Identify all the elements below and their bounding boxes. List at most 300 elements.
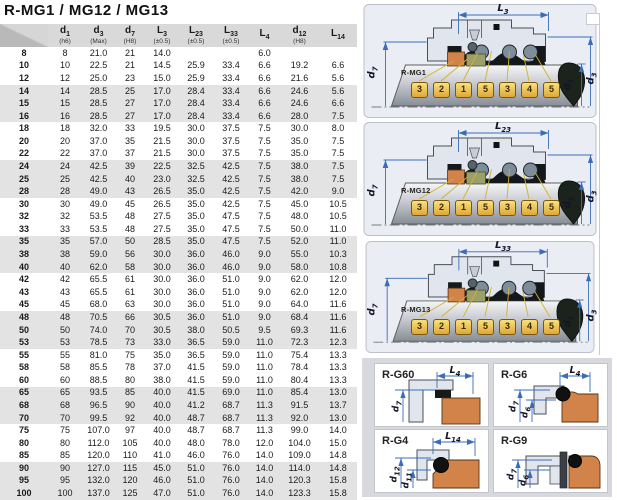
value-cell: 40.0 <box>153 437 171 448</box>
value-cell: 58 <box>59 362 70 373</box>
value-cell: 35.0 <box>187 236 205 247</box>
value-cell: 36.0 <box>187 274 205 285</box>
size-cell: 33 <box>18 223 29 234</box>
callout-badge: 3 <box>411 319 428 335</box>
value-cell: 37.0 <box>89 148 108 159</box>
col-header-L4: $L_4$ <box>259 28 270 41</box>
value-cell: 11.0 <box>329 223 347 234</box>
dim-label-d7: $d_7$ <box>366 184 380 197</box>
value-cell: 78.5 <box>89 337 108 348</box>
value-cell: 51.0 <box>187 488 205 499</box>
value-cell: 45 <box>124 198 135 209</box>
callout-badge: 5 <box>543 200 560 216</box>
value-cell: 14 <box>59 85 70 96</box>
value-cell: 30.5 <box>153 311 171 322</box>
value-cell: 100 <box>57 488 73 499</box>
value-cell: 28.4 <box>187 110 205 121</box>
value-cell: 48.0 <box>187 437 205 448</box>
diagram-r-mg13 <box>363 241 597 353</box>
value-cell: 85.5 <box>89 362 108 373</box>
value-cell: 35.0 <box>187 198 205 209</box>
value-cell: 51.0 <box>187 475 205 486</box>
value-cell: 22.5 <box>89 60 108 71</box>
value-cell: 30.0 <box>153 299 171 310</box>
value-cell: 13.3 <box>329 362 347 373</box>
value-cell: 65.5 <box>89 274 108 285</box>
value-cell: 9.0 <box>258 249 271 260</box>
value-cell: 13.0 <box>329 387 347 398</box>
dim-label-L33: $L_{33}$ <box>494 240 512 253</box>
value-cell: 33.4 <box>222 110 240 121</box>
size-cell: 53 <box>18 337 29 348</box>
callout-badge: 3 <box>499 200 516 216</box>
size-cell: 45 <box>18 299 29 310</box>
value-cell: 42.0 <box>290 186 309 197</box>
value-cell: 70 <box>124 324 135 335</box>
value-cell: 21.5 <box>153 148 171 159</box>
value-cell: 37.5 <box>222 135 240 146</box>
value-cell: 97 <box>124 425 135 436</box>
value-cell: 28.4 <box>187 98 205 109</box>
value-cell: 38.0 <box>187 324 205 335</box>
value-cell: 27 <box>124 98 135 109</box>
table-row <box>0 412 357 425</box>
size-cell: 48 <box>18 311 29 322</box>
value-cell: 24.6 <box>290 98 309 109</box>
value-cell: 35 <box>124 135 135 146</box>
value-cell: 40.0 <box>153 387 171 398</box>
value-cell: 43 <box>59 286 70 297</box>
value-cell: 8.0 <box>331 123 345 134</box>
value-cell: 32.0 <box>89 123 108 134</box>
value-cell: 62.0 <box>290 274 309 285</box>
value-cell: 73 <box>124 337 135 348</box>
size-cell: 32 <box>18 211 29 222</box>
size-cell: 85 <box>18 450 29 461</box>
value-cell: 65 <box>59 387 70 398</box>
value-cell: 33 <box>124 123 135 134</box>
table-row <box>0 450 357 463</box>
table-row <box>0 122 357 135</box>
value-cell: 50.5 <box>222 324 240 335</box>
value-cell: 41.0 <box>153 450 171 461</box>
value-cell: 45.0 <box>153 462 171 473</box>
value-cell: 68.7 <box>222 412 240 423</box>
value-cell: 22 <box>59 148 70 159</box>
value-cell: 7.5 <box>258 173 271 184</box>
callout-badge: 4 <box>521 200 538 216</box>
value-cell: 35 <box>59 236 70 247</box>
value-cell: 30 <box>59 198 70 209</box>
col-header-L33: $L_{33}$ (±0.5) <box>222 24 240 45</box>
value-cell: 40.0 <box>153 399 171 410</box>
value-cell: 9.0 <box>258 299 271 310</box>
value-cell: 13.3 <box>329 349 347 360</box>
value-cell: 11.6 <box>329 324 347 335</box>
table-row <box>0 248 357 261</box>
table-row <box>0 47 357 60</box>
value-cell: 63 <box>124 299 135 310</box>
size-cell: 65 <box>18 387 29 398</box>
value-cell: 7.5 <box>258 186 271 197</box>
value-cell: 7.5 <box>258 148 271 159</box>
value-cell: 33 <box>59 223 70 234</box>
value-cell: 30.0 <box>290 123 309 134</box>
value-cell: 47.0 <box>153 488 171 499</box>
value-cell: 10 <box>59 60 70 71</box>
value-cell: 13.3 <box>329 374 347 385</box>
size-cell: 60 <box>18 374 29 385</box>
value-cell: 46.0 <box>222 249 240 260</box>
dim-label-d1: $d_1$ <box>562 315 576 328</box>
value-cell: 59.0 <box>222 337 240 348</box>
value-cell: 68.7 <box>222 425 240 436</box>
value-cell: 68.7 <box>222 399 240 410</box>
value-cell: 28.5 <box>153 236 171 247</box>
value-cell: 68.4 <box>290 311 309 322</box>
value-cell: 76.0 <box>222 462 240 473</box>
page-edge-line <box>599 13 600 355</box>
dim-label-d3: $d_3$ <box>585 190 599 203</box>
value-cell: 48 <box>59 311 70 322</box>
callout-badge: 1 <box>455 82 472 98</box>
value-cell: 7.5 <box>258 223 271 234</box>
size-cell: 38 <box>18 249 29 260</box>
value-cell: 45.0 <box>290 198 309 209</box>
page-edge-notch <box>586 13 600 25</box>
diagram-r-g60 <box>374 363 489 427</box>
value-cell: 14.0 <box>255 462 274 473</box>
value-cell: 11.0 <box>256 362 273 373</box>
seal-model-label: R-MG13 <box>401 305 431 314</box>
value-cell: 75.4 <box>290 349 309 360</box>
value-cell: 51.0 <box>187 462 205 473</box>
value-cell: 51.0 <box>222 311 240 322</box>
dim-label-L14: $L_{14}$ <box>445 431 461 444</box>
value-cell: 42 <box>59 274 70 285</box>
value-cell: 76.0 <box>222 488 240 499</box>
value-cell: 9.5 <box>258 324 271 335</box>
value-cell: 33.0 <box>153 337 171 348</box>
callout-badge: 5 <box>477 319 494 335</box>
value-cell: 21.6 <box>290 72 309 83</box>
value-cell: 43 <box>124 186 135 197</box>
value-cell: 41.5 <box>187 374 205 385</box>
value-cell: 15.0 <box>329 437 347 448</box>
dim-label-d11: $d_{11}$ <box>401 472 414 489</box>
seat-model-label: R-G4 <box>382 435 409 447</box>
seat-model-label: R-G6 <box>501 369 528 381</box>
seal-model-label: R-MG12 <box>401 186 431 195</box>
value-cell: 38.0 <box>290 173 309 184</box>
table-row <box>0 110 357 123</box>
value-cell: 28.5 <box>89 110 108 121</box>
value-cell: 99.5 <box>89 412 108 423</box>
value-cell: 13.7 <box>329 399 347 410</box>
dim-label-d6: $d_6$ <box>518 474 531 487</box>
value-cell: 47.5 <box>222 211 240 222</box>
value-cell: 64.0 <box>290 299 309 310</box>
value-cell: 36.5 <box>187 349 205 360</box>
value-cell: 36.0 <box>187 299 205 310</box>
value-cell: 22.5 <box>153 160 171 171</box>
value-cell: 42.5 <box>222 198 240 209</box>
value-cell: 76.0 <box>222 450 240 461</box>
value-cell: 80 <box>124 374 135 385</box>
callout-badge: 3 <box>411 200 428 216</box>
value-cell: 85 <box>124 387 135 398</box>
col-header-size <box>0 24 48 47</box>
seat-model-label: R-G9 <box>501 435 528 447</box>
value-cell: 7.5 <box>258 198 271 209</box>
value-cell: 25.0 <box>89 72 108 83</box>
value-cell: 15.0 <box>153 72 171 83</box>
value-cell: 10.8 <box>329 261 347 272</box>
table-row <box>0 336 357 349</box>
value-cell: 20 <box>59 135 70 146</box>
value-cell: 11.6 <box>329 299 347 310</box>
value-cell: 55 <box>59 349 70 360</box>
value-cell: 7.5 <box>258 123 271 134</box>
value-cell: 11.6 <box>329 311 347 322</box>
value-cell: 7.5 <box>258 160 271 171</box>
value-cell: 25 <box>124 85 135 96</box>
table-row <box>0 349 357 362</box>
size-cell: 25 <box>18 173 29 184</box>
value-cell: 6.6 <box>258 98 271 109</box>
col-header-d1: $d_1$ (h6) <box>59 24 71 45</box>
value-cell: 36.0 <box>187 311 205 322</box>
value-cell: 32.5 <box>187 173 205 184</box>
value-cell: 110 <box>122 450 138 461</box>
value-cell: 11.0 <box>256 387 273 398</box>
value-cell: 40.0 <box>153 412 171 423</box>
value-cell: 78.4 <box>290 362 309 373</box>
value-cell: 40 <box>59 261 70 272</box>
value-cell: 7.5 <box>331 135 345 146</box>
value-cell: 7.5 <box>258 211 271 222</box>
value-cell: 59.0 <box>222 349 240 360</box>
table-row <box>0 148 357 161</box>
value-cell: 6.6 <box>331 98 345 109</box>
value-cell: 69.0 <box>222 387 240 398</box>
size-cell: 24 <box>18 160 29 171</box>
dim-label-d1: $d_1$ <box>562 196 576 209</box>
value-cell: 115 <box>122 462 138 473</box>
value-cell: 57.0 <box>89 236 108 247</box>
value-cell: 27 <box>124 110 135 121</box>
value-cell: 51.0 <box>222 299 240 310</box>
diagram-r-mg12 <box>363 122 597 236</box>
size-cell: 75 <box>18 425 29 436</box>
callout-badge: 5 <box>477 200 494 216</box>
size-cell: 90 <box>18 462 29 473</box>
size-cell: 35 <box>18 236 29 247</box>
value-cell: 60 <box>59 374 70 385</box>
value-cell: 107.0 <box>87 425 110 436</box>
value-cell: 28.5 <box>89 98 108 109</box>
value-cell: 16 <box>59 110 70 121</box>
value-cell: 48 <box>124 223 135 234</box>
value-cell: 6.6 <box>258 72 271 83</box>
value-cell: 33.4 <box>222 85 240 96</box>
value-cell: 7.5 <box>258 236 271 247</box>
value-cell: 10.5 <box>329 211 347 222</box>
value-cell: 37.5 <box>222 148 240 159</box>
callout-badge: 5 <box>477 82 494 98</box>
value-cell: 35.0 <box>187 223 205 234</box>
value-cell: 32 <box>59 211 70 222</box>
value-cell: 42.5 <box>222 173 240 184</box>
callout-badge: 5 <box>543 319 560 335</box>
value-cell: 42.5 <box>222 160 240 171</box>
value-cell: 92 <box>124 412 135 423</box>
value-cell: 7.5 <box>331 173 345 184</box>
table-row <box>0 223 357 236</box>
value-cell <box>319 47 357 60</box>
value-cell: 132.0 <box>87 475 110 486</box>
value-cell: 42.5 <box>222 186 240 197</box>
table-row <box>0 399 357 412</box>
value-cell: 7.5 <box>331 160 345 171</box>
value-cell: 80.4 <box>290 374 309 385</box>
dim-label-d12: $d_{12}$ <box>389 466 402 483</box>
value-cell: 11.0 <box>256 374 273 385</box>
seal-cross-section <box>363 4 597 118</box>
value-cell: 49.0 <box>89 198 108 209</box>
value-cell: 12.0 <box>329 274 347 285</box>
seal-cross-section <box>363 122 597 236</box>
table-row <box>0 273 357 286</box>
value-cell: 6.6 <box>258 60 271 71</box>
value-cell: 76.0 <box>222 475 240 486</box>
value-cell: 59.0 <box>222 362 240 373</box>
value-cell: 48.7 <box>187 412 205 423</box>
callout-badge: 1 <box>455 200 472 216</box>
size-cell: 70 <box>18 412 29 423</box>
value-cell: 93.5 <box>89 387 108 398</box>
value-cell: 36.0 <box>187 249 205 260</box>
value-cell: 33.4 <box>222 72 240 83</box>
value-cell <box>213 47 249 60</box>
table-row <box>0 475 357 488</box>
value-cell: 50 <box>59 324 70 335</box>
value-cell: 30.0 <box>153 249 171 260</box>
value-cell: 53.5 <box>89 211 108 222</box>
value-cell: 85 <box>59 450 70 461</box>
value-cell: 92.0 <box>290 412 309 423</box>
callout-badge: 1 <box>455 319 472 335</box>
dimension-table <box>0 24 357 500</box>
table-row <box>0 424 357 437</box>
size-cell: 95 <box>18 475 29 486</box>
callout-badge: 2 <box>433 319 450 335</box>
value-cell: 33.4 <box>222 98 240 109</box>
value-cell: 62.0 <box>290 286 309 297</box>
dim-label-L23: $L_{23}$ <box>494 121 512 134</box>
value-cell: 39 <box>124 160 135 171</box>
value-cell: 21.0 <box>89 47 108 58</box>
value-cell: 70.5 <box>89 311 108 322</box>
callout-badge: 5 <box>543 82 560 98</box>
size-cell: 55 <box>18 349 29 360</box>
value-cell: 14.0 <box>255 488 274 499</box>
value-cell: 5.6 <box>331 85 345 96</box>
size-cell: 80 <box>18 437 29 448</box>
value-cell: 21 <box>124 60 135 71</box>
value-cell: 19.5 <box>153 123 171 134</box>
value-cell: 48.0 <box>290 211 309 222</box>
dim-label-d6: $d_6$ <box>520 406 533 419</box>
dim-label-d7: $d_7$ <box>366 303 380 316</box>
table-body <box>0 47 357 500</box>
col-header-d3: $d_3$ (Max) <box>90 24 107 45</box>
value-cell: 25.9 <box>187 60 205 71</box>
value-cell: 26.5 <box>153 186 171 197</box>
table-row <box>0 85 357 98</box>
table-row <box>0 311 357 324</box>
dim-label-d7: $d_7$ <box>366 66 380 79</box>
value-cell: 91.5 <box>290 399 309 410</box>
value-cell: 7.5 <box>331 110 345 121</box>
value-cell: 23.0 <box>153 173 171 184</box>
value-cell: 85.4 <box>290 387 309 398</box>
value-cell: 30.0 <box>187 123 205 134</box>
diagram-r-mg1 <box>363 4 597 118</box>
value-cell: 12.0 <box>329 286 347 297</box>
value-cell: 66 <box>124 311 135 322</box>
size-cell: 28 <box>18 186 29 197</box>
value-cell: 25 <box>59 173 70 184</box>
value-cell: 38.0 <box>153 374 171 385</box>
value-cell: 120.3 <box>288 475 311 486</box>
value-cell: 30.0 <box>153 274 171 285</box>
value-cell: 36.0 <box>187 286 205 297</box>
col-header-L23: $L_{23}$ (±0.5) <box>187 24 205 45</box>
value-cell: 21 <box>124 47 135 58</box>
value-cell: 55.0 <box>290 249 309 260</box>
value-cell: 74.0 <box>89 324 108 335</box>
value-cell: 46.0 <box>187 450 205 461</box>
value-cell: 26.5 <box>153 198 171 209</box>
value-cell: 88.5 <box>89 374 108 385</box>
value-cell: 37.5 <box>222 123 240 134</box>
size-cell: 10 <box>18 60 29 71</box>
value-cell: 12 <box>59 72 70 83</box>
table-row <box>0 72 357 85</box>
diagram-r-g4 <box>374 429 489 493</box>
table-row <box>0 211 357 224</box>
value-cell: 72.3 <box>290 337 309 348</box>
value-cell: 28.5 <box>89 85 108 96</box>
value-cell: 30.5 <box>153 324 171 335</box>
value-cell: 25.9 <box>187 72 205 83</box>
value-cell: 58 <box>124 261 135 272</box>
value-cell: 18 <box>59 123 70 134</box>
value-cell: 11.0 <box>329 236 347 247</box>
value-cell: 105 <box>122 437 138 448</box>
value-cell: 48 <box>124 211 135 222</box>
value-cell: 46.0 <box>222 261 240 272</box>
value-cell: 30.0 <box>187 148 205 159</box>
value-cell: 48.7 <box>187 425 205 436</box>
value-cell: 9.0 <box>331 186 345 197</box>
size-cell: 68 <box>18 399 29 410</box>
size-cell: 30 <box>18 198 29 209</box>
value-cell: 30.0 <box>153 286 171 297</box>
value-cell: 10.3 <box>329 249 347 260</box>
value-cell: 120.0 <box>87 450 110 461</box>
